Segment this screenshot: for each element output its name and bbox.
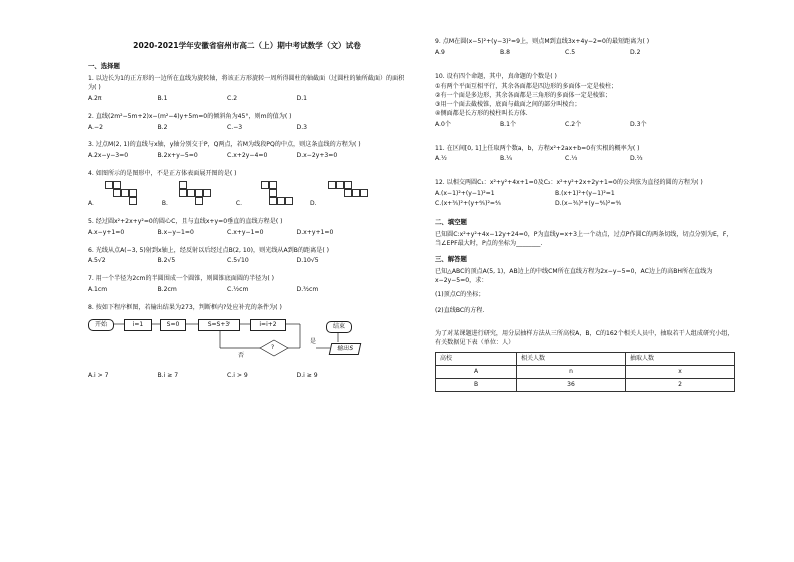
table-cell: 36 (517, 378, 626, 391)
section-heading-solve: 三、解答题 (435, 254, 467, 263)
question-7: 7. 用一个半径为2cm的半圆围成一个圆锥，则圆锥底面圆的半径为( ) (88, 275, 275, 283)
exam-title: 2020-2021学年安徽省宿州市高二（上）期中考试数学（文）试卷 (133, 41, 361, 50)
section-heading-choice: 一、选择题 (88, 62, 120, 70)
option-a: A.(x−1)²+(y−1)²=1 (435, 190, 495, 198)
question-8: 8. 按如下程序框图，若输出结果为273，判断框内?处应补充的条件为( ) (88, 303, 282, 311)
question-9-options (435, 49, 735, 58)
cube-net-figure-d (328, 181, 376, 209)
option-a: A.i > 7 (88, 371, 109, 379)
table-header-row (436, 352, 735, 365)
cube-net-figure-a (105, 181, 153, 209)
question-6-options (88, 257, 406, 266)
flow-sum: S=S+3ⁱ (198, 319, 240, 331)
question-6: 6. 光线从点A(−3, 5)射到x轴上，经反射以后经过点B(2, 10)，则光线从A到B的距离是( ) (88, 246, 330, 254)
flow-yes-label: 是 (310, 337, 317, 345)
option-b: B.1个 (500, 120, 517, 128)
table-cell: 2 (626, 378, 735, 391)
option-b: B.¼ (500, 155, 513, 163)
question-3: 3. 过点M(2, 1)的直线与x轴，y轴分别交于P，Q两点，若M为线段PQ的中点，则这条直线的方程为( ) (88, 141, 361, 149)
option-d: D.3 (296, 123, 308, 131)
flow-start: 开始 (88, 319, 114, 331)
option-a: A.9 (435, 48, 445, 56)
option-a: A.5√2 (88, 257, 106, 265)
question-4-figures (88, 181, 406, 209)
table-cell: n (517, 365, 626, 378)
flow-condition: ? (271, 343, 275, 351)
flow-init-i: i=1 (124, 319, 152, 331)
flow-no-label: 否 (238, 351, 245, 359)
option-d: D.x+y+1=0 (296, 228, 334, 236)
option-c: C. (235, 200, 242, 208)
option-b: B.(x+1)²+(y−1)²=1 (555, 190, 615, 198)
flow-init-s: S=0 (160, 319, 186, 331)
question-8-options (88, 372, 406, 381)
table-row (436, 378, 735, 391)
question-14-part-2: (2)直线BC的方程. (435, 307, 485, 315)
option-d: D.(x−³⁄₅)²+(y−⁶⁄₅)²=⁴⁄₅ (555, 199, 622, 207)
option-a: A.x−y+1=0 (88, 228, 125, 236)
table-cell: B (436, 378, 517, 391)
option-d: D.³⁄₂cm (296, 286, 319, 294)
option-b: B.1 (157, 94, 168, 102)
question-4: 4. 如图所示的是图形中，不是正方体表面展开图的是( ) (88, 170, 237, 178)
question-1: 1. 以边长为1的正方形的一边所在直线为旋转轴，将该正方形旋转一周所得圆柱的轴截面（过圆柱的轴所截面）的面积为( ) (88, 75, 405, 92)
option-b: B.2 (157, 123, 168, 131)
right-column (435, 38, 735, 392)
table-header: 相关人数 (517, 352, 626, 365)
option-d: D. (309, 200, 317, 208)
option-b: B.x−y−1=0 (157, 228, 194, 236)
question-3-options (88, 152, 406, 161)
question-5: 5. 经过圆x²+2x+y²=0的圆心C，且与直线x+y=0垂直的直线方程是( ) (88, 217, 283, 225)
cube-net-figure-c (253, 181, 301, 209)
option-c: C.5 (565, 48, 576, 56)
option-c: C.i > 9 (227, 371, 248, 379)
question-10-statement-3: ③用一个面去截棱锥，底面与截面之间的部分叫棱台； (435, 101, 581, 109)
question-12-options-row-1 (435, 190, 735, 199)
option-d: D.⅔ (630, 155, 643, 163)
table-cell: x (626, 365, 735, 378)
table-header: 抽取人数 (626, 352, 735, 365)
option-d: D.10√5 (296, 257, 319, 265)
question-13: 已知圆C:x²+y²+4x−12y+24=0，P为直线y=x+3上一个动点，过点P作圆C的两条切线，切点分别为E，F，当∠EPF最大时，P点的坐标为________. (435, 231, 733, 247)
option-d: D.1 (296, 94, 308, 102)
option-c: C.5√10 (227, 257, 249, 265)
question-15: 为了对某课题进行研究，用分层抽样方法从三所高校A，B，C的162个相关人员中，抽取若干人组成研究小组，有关数据见下表（单位：人） (435, 330, 734, 347)
option-a: A.−2 (88, 123, 103, 131)
question-12-options-row-2 (435, 200, 735, 209)
option-a: A. (88, 200, 94, 208)
question-9: 9. 点M在圆(x−5)²+(y−3)²=9上，则点M到直线3x+4y−2=0的最短距离为( ) (435, 38, 650, 45)
question-14: 已知△ABC的顶点A(5, 1)，AB边上的中线CM所在直线方程为2x−y−5=0，AC边上的高BH所在直线为x−2y−5=0，求： (435, 267, 713, 284)
question-7-options (88, 286, 406, 295)
table-header: 高校 (436, 352, 517, 365)
left-column (88, 58, 406, 390)
question-11: 11. 在区间[0, 1]上任取两个数a，b，方程x²+2ax+b=0有实根的概率为( ) (435, 144, 640, 152)
option-a: A.2x−y−3=0 (88, 152, 129, 160)
question-10: 10. 设有四个命题，其中，真命题的个数是( ) (435, 72, 557, 80)
option-c: C.½cm (227, 286, 249, 294)
option-c: C.x+2y−4=0 (227, 152, 268, 160)
option-c: C.⅓ (565, 155, 578, 163)
question-10-options (435, 121, 735, 130)
question-5-options (88, 229, 406, 238)
sampling-table (435, 352, 735, 392)
option-c: C.x+y−1=0 (227, 228, 264, 236)
option-a: A.2π (88, 94, 102, 102)
option-b: B.8 (500, 48, 510, 56)
question-11-options (435, 155, 735, 164)
flow-end: 结束 (326, 321, 352, 333)
option-a: A.½ (435, 155, 447, 163)
option-a: A.1cm (88, 286, 108, 294)
option-d: D.2 (630, 48, 641, 56)
option-b: B.2cm (157, 286, 177, 294)
option-a: A.0个 (435, 120, 451, 128)
question-10-statement-1: ①有两个平面互相平行，其余各面都是四边形的多面体一定是棱柱； (435, 83, 618, 91)
option-c: C.−3 (227, 123, 243, 131)
option-c: C.(x+³⁄₅)²+(y+⁶⁄₅)²=⁴⁄₅ (435, 199, 501, 207)
option-b: B.2√5 (157, 257, 176, 265)
question-1-options (88, 95, 406, 104)
question-14-part-1: (1)顶点C的坐标； (435, 290, 485, 298)
cube-net-figure-b (179, 181, 227, 209)
table-row (436, 365, 735, 378)
option-b: B.i ≥ 7 (157, 371, 179, 379)
flow-output: 输出S (329, 343, 362, 355)
option-d: D.3个 (630, 120, 647, 128)
program-flowchart (88, 316, 406, 368)
option-d: D.i ≥ 9 (296, 371, 318, 379)
flow-increment: i=i+2 (250, 319, 286, 331)
question-2-options (88, 124, 406, 133)
option-b: B.2x+y−5=0 (157, 152, 198, 160)
option-c: C.2 (227, 94, 238, 102)
option-b: B. (161, 200, 168, 208)
table-cell: A (436, 365, 517, 378)
option-c: C.2个 (565, 120, 582, 128)
question-10-statement-4: ④侧面都是长方形的棱柱叫长方体. (435, 109, 528, 117)
question-10-statement-2: ②有一个面是多边形，其余各面都是三角形的多面体一定是棱锥； (435, 92, 612, 100)
option-d: D.x−2y+3=0 (296, 152, 338, 160)
question-2: 2. 直线(2m²−5m+2)x−(m²−4)y+5m=0的倾斜角为45°，则m的值为( ) (88, 112, 292, 120)
section-heading-fill: 二、填空题 (435, 217, 467, 226)
question-12: 12. 以相交两圆C₁：x²+y²+4x+1=0及C₂：x²+y²+2x+2y+1=0的公共弦为直径的圆的方程为( ) (435, 179, 703, 187)
